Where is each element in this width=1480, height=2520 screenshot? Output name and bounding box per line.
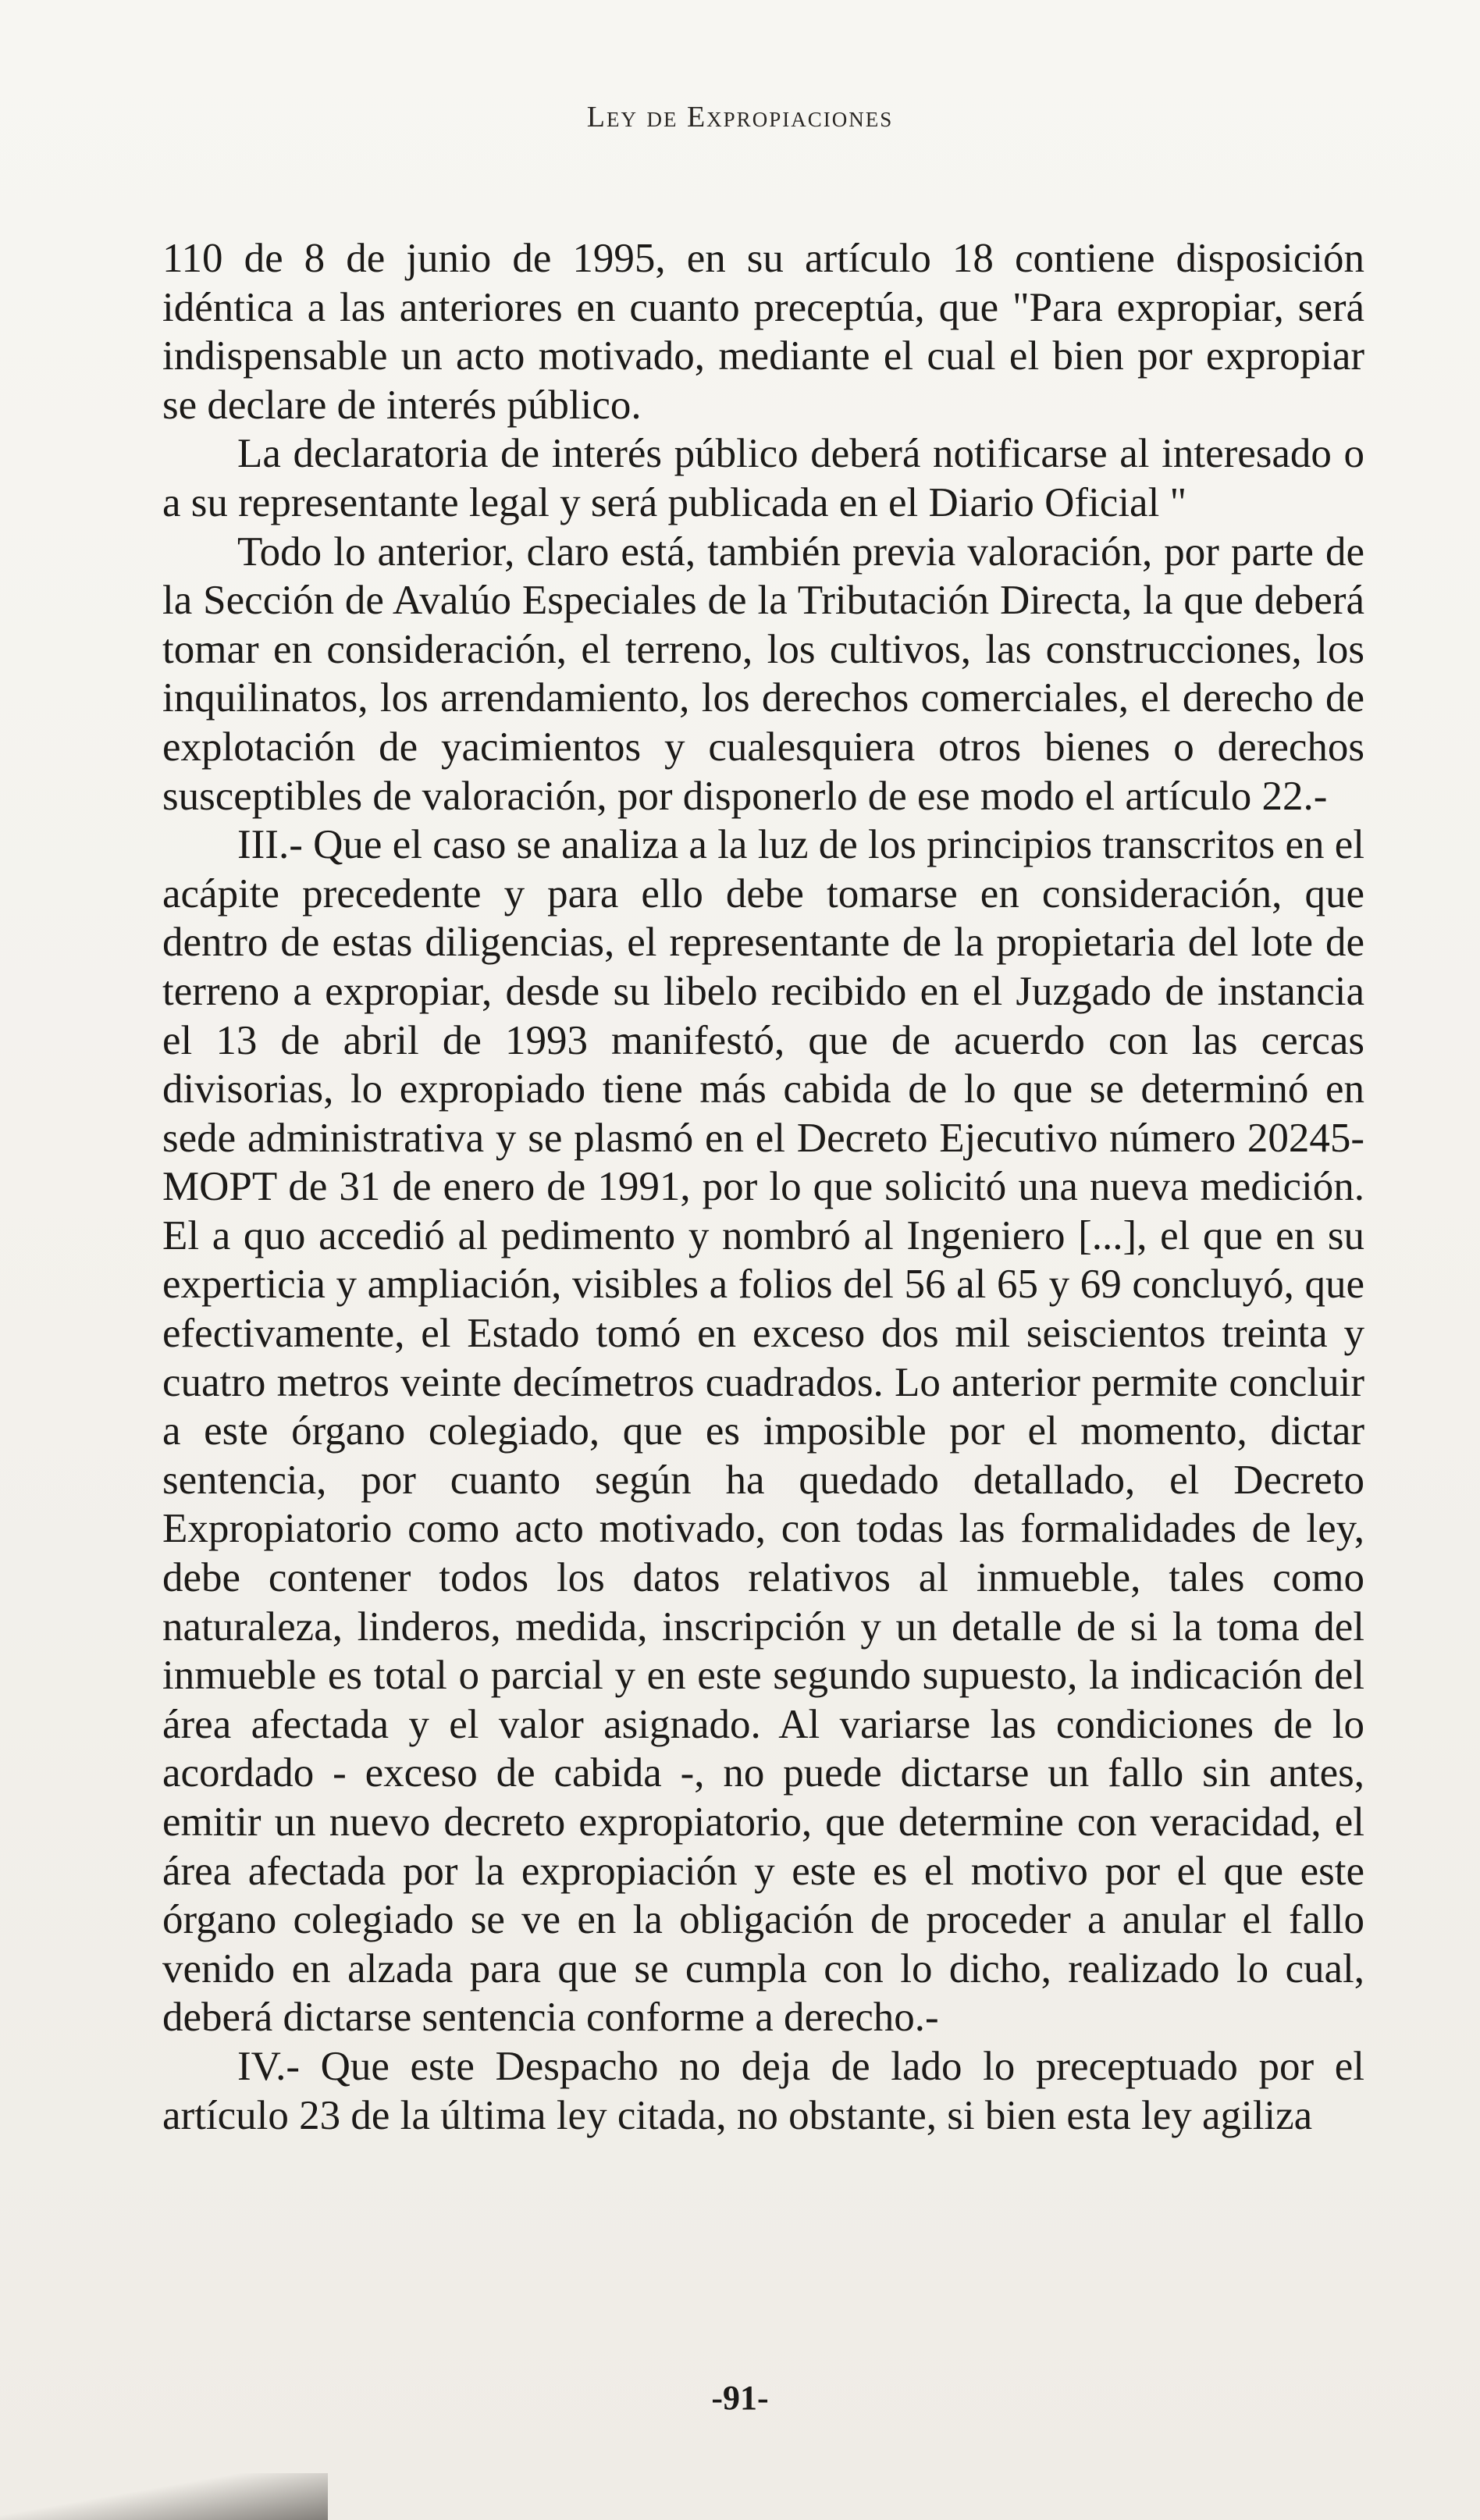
paragraph-continuation: 110 de 8 de junio de 1995, en su artículo 18 contiene disposición idéntica a las anteriores en cuanto preceptúa, que "Para expropiar, será indispensable un acto motivado, mediante el cual el bien por expropiar se declare de interés público. bbox=[162, 236, 1364, 428]
paragraph-considerando-iv: IV.- Que este Despacho no deja de lado lo preceptuado por el artículo 23 de la última ley citada, no obstante, si bien esta ley agiliza bbox=[162, 2043, 1364, 2138]
paragraph-declaratoria: La declaratoria de interés público deberá notificarse al interesado o a su representante legal y será publicada en el Diario Oficial " bbox=[162, 431, 1364, 525]
paragraph-valoracion: Todo lo anterior, claro está, también previa valoración, por parte de la Sección de Avalúo Especiales de la Tributación Directa, la que deberá tomar en consideración, el terreno, los cultivos, las construcciones, los inquilinatos, los arrendamiento, los derechos comerciales, el derecho de explotación de yacimientos y cualesquiera otros bienes o derechos susceptibles de valoración, por disponerlo de ese modo el artículo 22.- bbox=[162, 529, 1364, 819]
running-header: Ley de Expropiaciones bbox=[586, 101, 894, 133]
scan-shadow bbox=[0, 2473, 328, 2520]
page-number: -91- bbox=[711, 2379, 769, 2417]
paragraph-considerando-iii: III.- Que el caso se analiza a la luz de los principios transcritos en el acápite precedente y para ello debe tomarse en consideración, que dentro de estas diligencias, el representante de la propietaria del lote de terreno a expropiar, desde su libelo recibido en el Juzgado de instancia el 13 de abril de 1993 manifestó, que de acuerdo con las cercas divisorias, lo expropiado tiene más cabida de lo que se determinó en sede administrativa y se plasmó en el Decreto Ejecutivo número 20245-MOPT de 31 de enero de 1991, por lo que solicitó una nueva medición. El a quo accedió al pedimento y nombró al Ingeniero [...], el que en su experticia y ampliación, visibles a folios del 56 al 65 y 69 concluyó, que efectivamente, el Estado tomó en exceso dos mil seiscientos treinta y cuatro metros veinte decímetros cuadrados. Lo anterior permite concluir a este órgano colegiado, que es imposible por el momento, dictar sentencia, por cuanto según ha quedado detallado, el Decreto Expropiatorio como acto motivado, con todas las formalidades de ley, debe contener todos los datos relativos al inmueble, tales como naturaleza, linderos, medida, inscripción y un detalle de si la toma del inmueble es total o parcial y en este segundo supuesto, la indicación del área afectada y el valor asignado. Al variarse las condiciones de lo acordado - exceso de cabida -, no puede dictarse un fallo sin antes, emitir un nuevo decreto expropiatorio, que determine con veracidad, el área afectada por la expropiación y este es el motivo por el que este órgano colegiado se ve en la obligación de proceder a anular el fallo venido en alzada para que se cumpla con lo dicho, realizado lo cual, deberá dictarse sentencia conforme a derecho.- bbox=[162, 822, 1364, 2041]
body-text bbox=[162, 234, 1364, 2140]
